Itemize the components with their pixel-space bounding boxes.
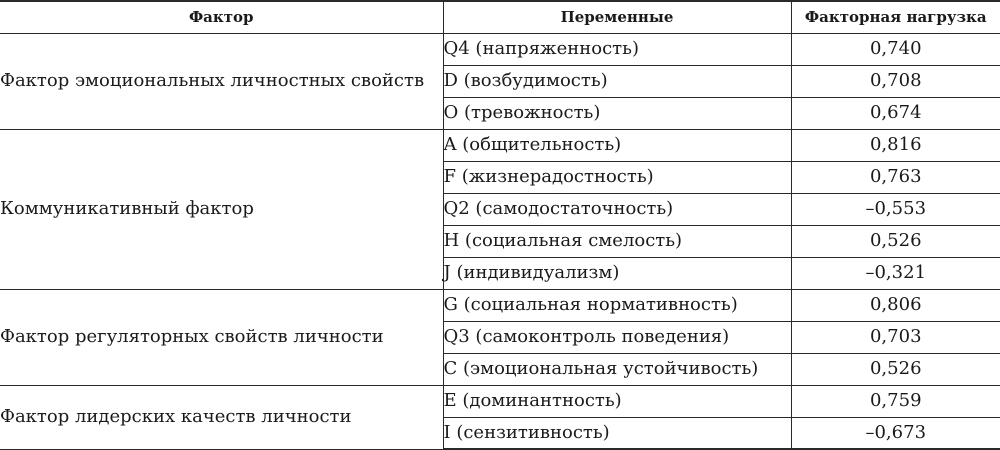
variable-cell: Q2 (самодостаточность)	[443, 193, 791, 225]
loading-value-cell: 0,526	[791, 225, 1000, 257]
loading-value-cell: 0,763	[791, 161, 1000, 193]
table-row	[0, 289, 1000, 321]
loading-value-cell: 0,708	[791, 65, 1000, 97]
loading-value-cell: –0,673	[791, 417, 1000, 449]
variable-cell: G (социальная нормативность)	[443, 289, 791, 321]
variable-cell: J (индивидуализм)	[443, 257, 791, 289]
table-body	[0, 33, 1000, 449]
loading-value-cell: 0,806	[791, 289, 1000, 321]
loading-value-cell: 0,816	[791, 129, 1000, 161]
variable-cell: A (общительность)	[443, 129, 791, 161]
header-loading: Факторная нагрузка	[791, 1, 1000, 33]
variable-cell: H (социальная смелость)	[443, 225, 791, 257]
factor-name-cell: Фактор регуляторных свойств личности	[0, 289, 443, 385]
table-header-row	[0, 1, 1000, 33]
loading-value-cell: 0,674	[791, 97, 1000, 129]
variable-cell: O (тревожность)	[443, 97, 791, 129]
table-row	[0, 129, 1000, 161]
factor-name-cell: Фактор эмоциональных личностных свойств	[0, 33, 443, 129]
factor-name-cell: Фактор лидерских качеств личности	[0, 385, 443, 449]
variable-cell: C (эмоциональная устойчивость)	[443, 353, 791, 385]
variable-cell: Q3 (самоконтроль поведения)	[443, 321, 791, 353]
loading-value-cell: 0,526	[791, 353, 1000, 385]
variable-cell: F (жизнерадостность)	[443, 161, 791, 193]
loading-value-cell: 0,759	[791, 385, 1000, 417]
loading-value-cell: 0,740	[791, 33, 1000, 65]
table-row	[0, 385, 1000, 417]
variable-cell: Q4 (напряженность)	[443, 33, 791, 65]
header-variables: Переменные	[443, 1, 791, 33]
variable-cell: E (доминантность)	[443, 385, 791, 417]
loading-value-cell: –0,321	[791, 257, 1000, 289]
variable-cell: D (возбудимость)	[443, 65, 791, 97]
table-row	[0, 33, 1000, 65]
factor-name-cell: Коммуникативный фактор	[0, 129, 443, 289]
header-factor: Фактор	[0, 1, 443, 33]
loading-value-cell: 0,703	[791, 321, 1000, 353]
loading-value-cell: –0,553	[791, 193, 1000, 225]
variable-cell: I (сензитивность)	[443, 417, 791, 449]
